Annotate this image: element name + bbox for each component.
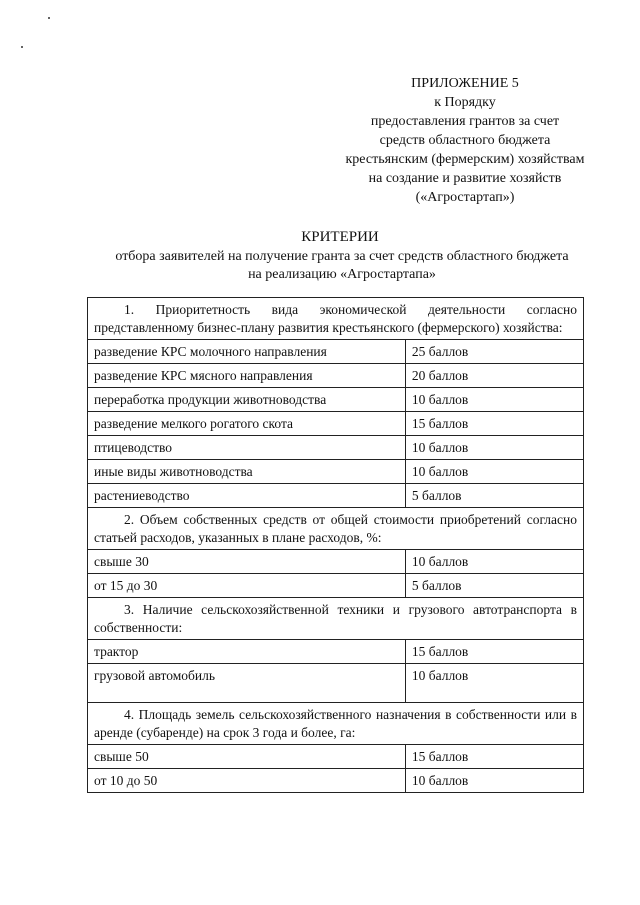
table-row xyxy=(88,340,584,364)
criterion-score: 10 баллов xyxy=(405,460,583,484)
criterion-score: 15 баллов xyxy=(405,640,583,664)
criterion-label: свыше 50 xyxy=(88,745,406,769)
criterion-score: 10 баллов xyxy=(405,436,583,460)
table-row xyxy=(88,769,584,793)
subtitle-line: отбора заявителей на получение гранта за счет средств областного бюджета xyxy=(115,249,569,264)
criterion-score: 10 баллов xyxy=(405,550,583,574)
criterion-score: 15 баллов xyxy=(405,412,583,436)
subtitle-line: на реализацию «Агростартапа» xyxy=(248,267,436,282)
scan-speck xyxy=(21,46,23,48)
appendix-block xyxy=(330,74,600,207)
appendix-line: на создание и развитие хозяйств xyxy=(368,171,562,186)
section-heading-row xyxy=(88,703,584,745)
criterion-label: разведение мелкого рогатого скота xyxy=(88,412,406,436)
criterion-label: переработка продукции животноводства xyxy=(88,388,406,412)
table-row xyxy=(88,574,584,598)
table-row xyxy=(88,484,584,508)
table-row xyxy=(88,412,584,436)
criterion-label: от 15 до 30 xyxy=(88,574,406,598)
section-heading-row xyxy=(88,298,584,340)
criterion-score: 10 баллов xyxy=(405,769,583,793)
table-row xyxy=(88,436,584,460)
section-heading: 1. Приоритетность вида экономической деятельности согласно представленному бизнес-плану развития крестьянского (фермерского) хозяйства: xyxy=(88,298,584,340)
criterion-score: 20 баллов xyxy=(405,364,583,388)
criterion-label: разведение КРС мясного направления xyxy=(88,364,406,388)
criterion-label: растениеводство xyxy=(88,484,406,508)
appendix-line: к Порядку xyxy=(434,95,496,110)
section-heading: 2. Объем собственных средств от общей стоимости приобретений согласно статьей расходов, указанных в плане расходов, %: xyxy=(88,508,584,550)
criterion-label: свыше 30 xyxy=(88,550,406,574)
criteria-table xyxy=(87,297,584,793)
criterion-label: трактор xyxy=(88,640,406,664)
section-heading-row xyxy=(88,508,584,550)
document-subtitle xyxy=(92,248,592,284)
criterion-label: грузовой автомобиль xyxy=(88,664,406,703)
criterion-score: 15 баллов xyxy=(405,745,583,769)
table-row xyxy=(88,550,584,574)
table-row xyxy=(88,388,584,412)
table-row xyxy=(88,640,584,664)
criterion-score: 5 баллов xyxy=(405,574,583,598)
table-row xyxy=(88,664,584,703)
table-row xyxy=(88,460,584,484)
criterion-score: 10 баллов xyxy=(405,664,583,703)
table-row xyxy=(88,745,584,769)
appendix-line: крестьянским (фермерским) хозяйствам xyxy=(345,152,585,167)
section-heading-row xyxy=(88,598,584,640)
criterion-score: 25 баллов xyxy=(405,340,583,364)
criterion-label: иные виды животноводства xyxy=(88,460,406,484)
scan-speck xyxy=(48,17,50,19)
criterion-label: от 10 до 50 xyxy=(88,769,406,793)
criterion-label: разведение КРС молочного направления xyxy=(88,340,406,364)
criterion-score: 10 баллов xyxy=(405,388,583,412)
appendix-line: средств областного бюджета xyxy=(379,133,551,148)
appendix-title: ПРИЛОЖЕНИЕ 5 xyxy=(411,76,519,91)
section-heading: 3. Наличие сельскохозяйственной техники и грузового автотранспорта в собственности: xyxy=(88,598,584,640)
appendix-line: предоставления грантов за счет xyxy=(370,114,560,129)
section-heading: 4. Площадь земель сельскохозяйственного назначения в собственности или в аренде (субаренде) на срок 3 года и более, га: xyxy=(88,703,584,745)
appendix-line: («Агростартап») xyxy=(415,190,515,205)
table-row xyxy=(88,364,584,388)
criterion-score: 5 баллов xyxy=(405,484,583,508)
criterion-label: птицеводство xyxy=(88,436,406,460)
document-title: КРИТЕРИИ xyxy=(301,229,379,245)
